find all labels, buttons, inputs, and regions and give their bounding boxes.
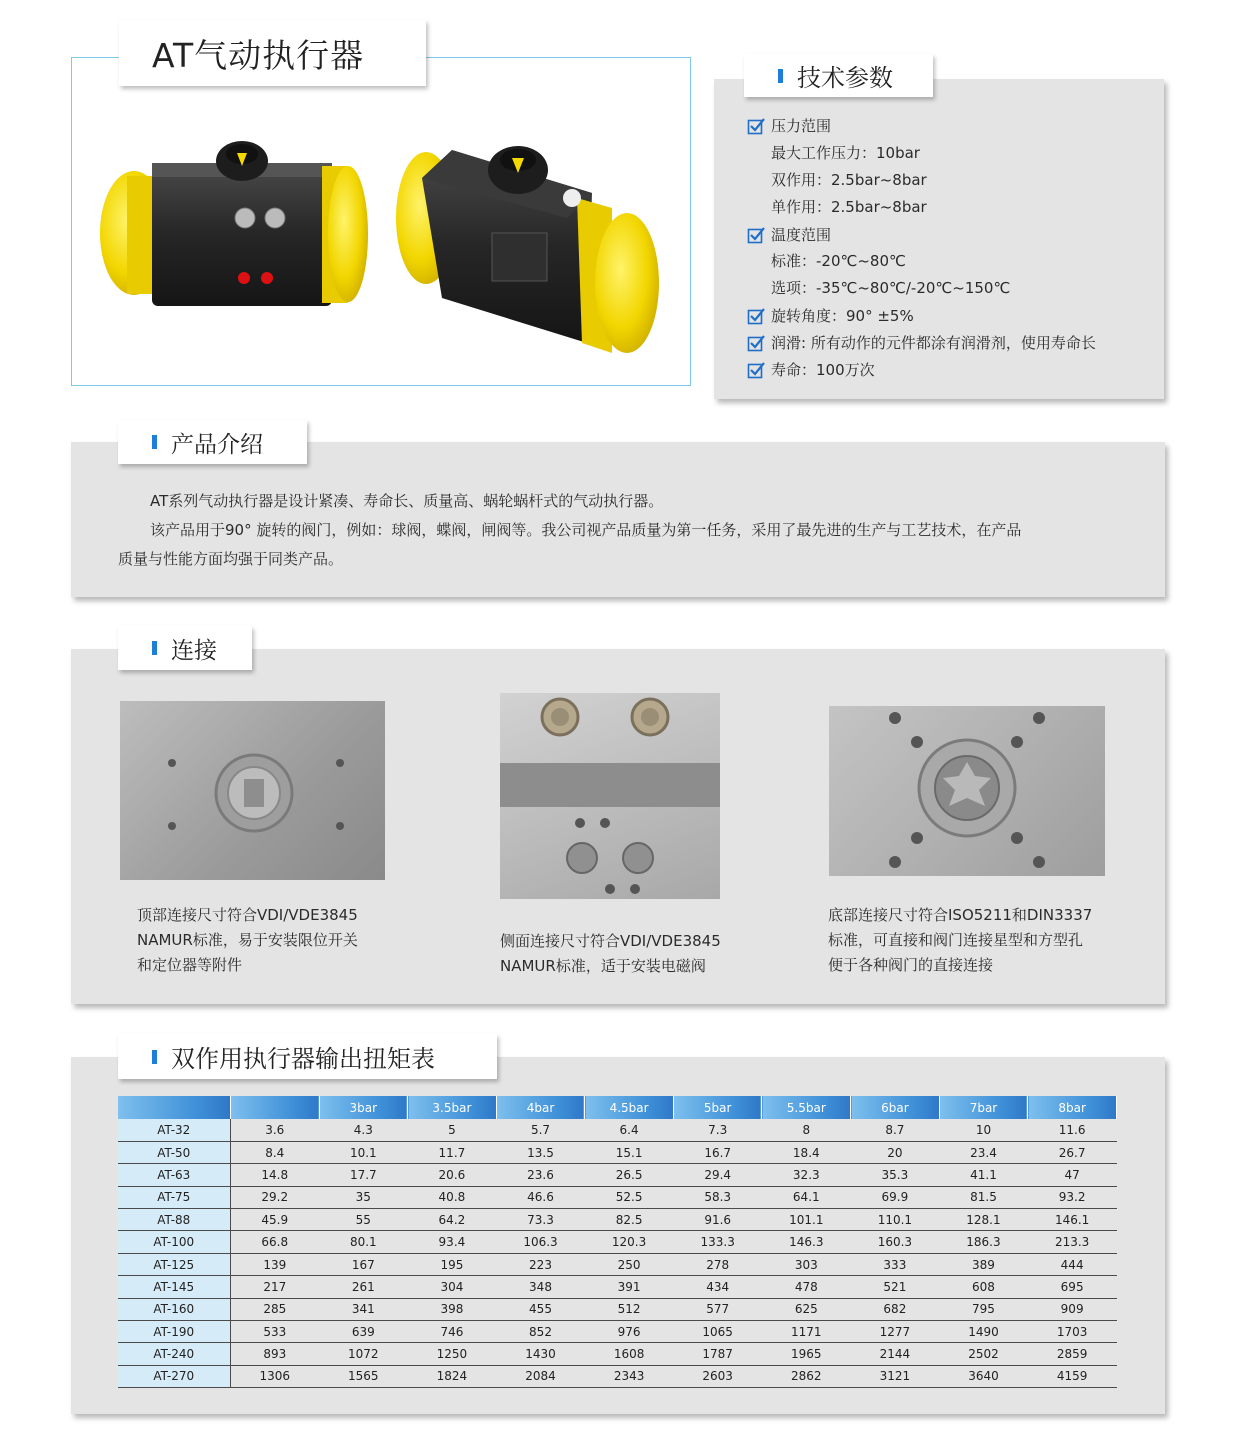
- torque-value-cell: 1787: [673, 1343, 762, 1365]
- intro-section-title: 产品介绍: [171, 431, 263, 458]
- torque-value-cell: 23.6: [496, 1164, 585, 1186]
- table-header-cell: 4bar: [496, 1096, 585, 1119]
- torque-value-cell: 3.6: [230, 1119, 319, 1141]
- torque-value-cell: 20.6: [408, 1164, 497, 1186]
- torque-value-cell: 1306: [230, 1365, 319, 1387]
- spec-item: [747, 359, 875, 380]
- torque-value-cell: 64.1: [762, 1186, 851, 1208]
- spec-item: [771, 142, 920, 163]
- torque-value-cell: 29.4: [673, 1164, 762, 1186]
- spec-item: [771, 169, 927, 190]
- torque-value-cell: 20: [851, 1141, 940, 1163]
- torque-value-cell: 66.8: [230, 1231, 319, 1253]
- table-header-cell: 3bar: [319, 1096, 408, 1119]
- torque-value-cell: 909: [1028, 1298, 1117, 1320]
- spec-item-text: 标准：-20℃~80℃: [771, 252, 906, 270]
- torque-value-cell: 7.3: [673, 1119, 762, 1141]
- model-cell: AT-270: [118, 1365, 230, 1387]
- torque-value-cell: 15.1: [585, 1141, 674, 1163]
- torque-value-cell: 5: [408, 1119, 497, 1141]
- section-marker-icon: [152, 641, 157, 655]
- model-cell: AT-50: [118, 1141, 230, 1163]
- torque-value-cell: 682: [851, 1298, 940, 1320]
- torque-value-cell: 110.1: [851, 1209, 940, 1231]
- side-connection-photo: [500, 693, 720, 899]
- model-cell: AT-32: [118, 1119, 230, 1141]
- torque-value-cell: 93.4: [408, 1231, 497, 1253]
- torque-value-cell: 133.3: [673, 1231, 762, 1253]
- side-connection-caption: [500, 929, 721, 979]
- torque-value-cell: 303: [762, 1253, 851, 1275]
- torque-value-cell: 29.2: [230, 1186, 319, 1208]
- torque-value-cell: 852: [496, 1321, 585, 1343]
- torque-value-cell: 1171: [762, 1321, 851, 1343]
- model-cell: AT-240: [118, 1343, 230, 1365]
- torque-value-cell: 8: [762, 1119, 851, 1141]
- torque-value-cell: 434: [673, 1276, 762, 1298]
- caption-line: NAMUR标准，适于安装电磁阀: [500, 957, 706, 975]
- torque-value-cell: 478: [762, 1276, 851, 1298]
- torque-value-cell: 285: [230, 1298, 319, 1320]
- torque-value-cell: 1965: [762, 1343, 851, 1365]
- torque-value-cell: 625: [762, 1298, 851, 1320]
- torque-value-cell: 160.3: [851, 1231, 940, 1253]
- torque-value-cell: 304: [408, 1276, 497, 1298]
- torque-value-cell: 278: [673, 1253, 762, 1275]
- torque-value-cell: 35.3: [851, 1164, 940, 1186]
- torque-value-cell: 391: [585, 1276, 674, 1298]
- torque-value-cell: 40.8: [408, 1186, 497, 1208]
- connection-section-header: [118, 626, 252, 670]
- torque-value-cell: 2862: [762, 1365, 851, 1387]
- torque-value-cell: 2859: [1028, 1343, 1117, 1365]
- checkbox-checked-icon: [747, 361, 765, 379]
- torque-table-title: 双作用执行器输出扭矩表: [171, 1045, 435, 1073]
- model-cell: AT-63: [118, 1164, 230, 1186]
- spec-item: [747, 332, 1096, 353]
- model-cell: AT-160: [118, 1298, 230, 1320]
- table-header-cell: 5.5bar: [762, 1096, 851, 1119]
- torque-value-cell: 91.6: [673, 1209, 762, 1231]
- torque-value-cell: 2502: [939, 1343, 1028, 1365]
- torque-value-cell: 577: [673, 1298, 762, 1320]
- spec-item: [771, 277, 1010, 298]
- spec-item: [771, 250, 906, 271]
- checkbox-checked-icon: [747, 226, 765, 244]
- torque-value-cell: 1608: [585, 1343, 674, 1365]
- torque-value-cell: 1430: [496, 1343, 585, 1365]
- top-connection-photo: [120, 701, 385, 880]
- torque-value-cell: 120.3: [585, 1231, 674, 1253]
- torque-value-cell: 250: [585, 1253, 674, 1275]
- torque-value-cell: 512: [585, 1298, 674, 1320]
- torque-value-cell: 47: [1028, 1164, 1117, 1186]
- table-row: [118, 1186, 1117, 1208]
- spec-item-text: 温度范围: [771, 226, 832, 244]
- model-cell: AT-88: [118, 1209, 230, 1231]
- torque-value-cell: 6.4: [585, 1119, 674, 1141]
- torque-value-cell: 18.4: [762, 1141, 851, 1163]
- intro-paragraph-2: 该产品用于90° 旋转的阀门，例如：球阀，蝶阀，闸阀等。我公司视产品质量为第一任务，采用了最先进的生产与工艺技术，在产品: [150, 521, 1022, 539]
- bottom-connection-photo: [829, 706, 1105, 876]
- torque-value-cell: 893: [230, 1343, 319, 1365]
- spec-item-text: 最大工作压力：10bar: [771, 144, 920, 162]
- table-header-cell: 8bar: [1028, 1096, 1117, 1119]
- torque-value-cell: 41.1: [939, 1164, 1028, 1186]
- torque-value-cell: 2084: [496, 1365, 585, 1387]
- bottom-connection-caption: [828, 903, 1092, 978]
- intro-paragraph-1: AT系列气动执行器是设计紧凑、寿命长、质量高、蜗轮蜗杆式的气动执行器。: [150, 492, 664, 510]
- torque-value-cell: 93.2: [1028, 1186, 1117, 1208]
- torque-value-cell: 4159: [1028, 1365, 1117, 1387]
- spec-item: [747, 305, 914, 326]
- table-row: [118, 1209, 1117, 1231]
- intro-section-header: [118, 420, 307, 464]
- torque-value-cell: 45.9: [230, 1209, 319, 1231]
- torque-value-cell: 73.3: [496, 1209, 585, 1231]
- table-row: [118, 1119, 1117, 1141]
- torque-table-header: [118, 1034, 497, 1079]
- torque-value-cell: 1824: [408, 1365, 497, 1387]
- torque-value-cell: 976: [585, 1321, 674, 1343]
- torque-value-cell: 167: [319, 1253, 408, 1275]
- caption-line: 和定位器等附件: [137, 956, 243, 974]
- torque-value-cell: 8.4: [230, 1141, 319, 1163]
- spec-section-title: 技术参数: [797, 64, 893, 92]
- spec-item-text: 压力范围: [771, 117, 832, 135]
- section-marker-icon: [778, 69, 783, 83]
- checkbox-checked-icon: [747, 334, 765, 352]
- torque-value-cell: 521: [851, 1276, 940, 1298]
- table-row: [118, 1343, 1117, 1365]
- spec-item-text: 寿命：100万次: [771, 361, 875, 379]
- torque-value-cell: 13.5: [496, 1141, 585, 1163]
- table-row: [118, 1298, 1117, 1320]
- torque-value-cell: 1250: [408, 1343, 497, 1365]
- torque-value-cell: 52.5: [585, 1186, 674, 1208]
- torque-value-cell: 2603: [673, 1365, 762, 1387]
- torque-value-cell: 139: [230, 1253, 319, 1275]
- torque-value-cell: 223: [496, 1253, 585, 1275]
- torque-value-cell: 5.7: [496, 1119, 585, 1141]
- spec-item: [747, 115, 831, 136]
- torque-value-cell: 195: [408, 1253, 497, 1275]
- spec-item-text: 双作用：2.5bar~8bar: [771, 171, 927, 189]
- torque-value-cell: 58.3: [673, 1186, 762, 1208]
- caption-line: NAMUR标准，易于安装限位开关: [137, 931, 358, 949]
- spec-item: [771, 196, 927, 217]
- torque-table: [118, 1096, 1117, 1388]
- table-header-row: [118, 1096, 1117, 1119]
- table-header-cell: 5bar: [673, 1096, 762, 1119]
- torque-value-cell: 17.7: [319, 1164, 408, 1186]
- torque-value-cell: 16.7: [673, 1141, 762, 1163]
- table-row: [118, 1365, 1117, 1387]
- torque-value-cell: 11.6: [1028, 1119, 1117, 1141]
- torque-value-cell: 608: [939, 1276, 1028, 1298]
- torque-value-cell: 639: [319, 1321, 408, 1343]
- torque-value-cell: 11.7: [408, 1141, 497, 1163]
- torque-value-cell: 26.7: [1028, 1141, 1117, 1163]
- torque-value-cell: 26.5: [585, 1164, 674, 1186]
- torque-value-cell: 10.1: [319, 1141, 408, 1163]
- torque-value-cell: 186.3: [939, 1231, 1028, 1253]
- model-cell: AT-125: [118, 1253, 230, 1275]
- table-row: [118, 1231, 1117, 1253]
- torque-value-cell: 81.5: [939, 1186, 1028, 1208]
- torque-value-cell: 2343: [585, 1365, 674, 1387]
- torque-value-cell: 32.3: [762, 1164, 851, 1186]
- caption-line: 侧面连接尺寸符合VDI/VDE3845: [500, 932, 721, 950]
- table-header-cell: 7bar: [939, 1096, 1028, 1119]
- product-photo-frame: [71, 57, 691, 386]
- spec-item-text: 选项：-35℃~80℃/-20℃~150℃: [771, 279, 1011, 297]
- torque-value-cell: 3640: [939, 1365, 1028, 1387]
- caption-line: 标准，可直接和阀门连接星型和方型孔: [828, 931, 1084, 949]
- intro-paragraph-2-cont: 质量与性能方面均强于同类产品。: [118, 550, 344, 568]
- torque-value-cell: 1277: [851, 1321, 940, 1343]
- spec-section-header: [744, 54, 933, 97]
- torque-value-cell: 14.8: [230, 1164, 319, 1186]
- torque-value-cell: 1490: [939, 1321, 1028, 1343]
- torque-value-cell: 128.1: [939, 1209, 1028, 1231]
- torque-value-cell: 55: [319, 1209, 408, 1231]
- table-row: [118, 1141, 1117, 1163]
- torque-value-cell: 333: [851, 1253, 940, 1275]
- table-row: [118, 1253, 1117, 1275]
- torque-value-cell: 106.3: [496, 1231, 585, 1253]
- model-cell: AT-190: [118, 1321, 230, 1343]
- torque-value-cell: 1072: [319, 1343, 408, 1365]
- table-header-cell: [118, 1096, 230, 1119]
- torque-value-cell: 398: [408, 1298, 497, 1320]
- model-cell: AT-100: [118, 1231, 230, 1253]
- table-row: [118, 1321, 1117, 1343]
- torque-value-cell: 8.7: [851, 1119, 940, 1141]
- caption-line: 底部连接尺寸符合ISO5211和DIN3337: [828, 906, 1093, 924]
- torque-value-cell: 146.1: [1028, 1209, 1117, 1231]
- actuator-product-image: [72, 58, 692, 387]
- section-marker-icon: [152, 1050, 157, 1064]
- torque-value-cell: 69.9: [851, 1186, 940, 1208]
- table-header-cell: 4.5bar: [585, 1096, 674, 1119]
- table-row: [118, 1164, 1117, 1186]
- torque-value-cell: 1565: [319, 1365, 408, 1387]
- table-header-cell: [230, 1096, 319, 1119]
- torque-value-cell: 101.1: [762, 1209, 851, 1231]
- torque-value-cell: 795: [939, 1298, 1028, 1320]
- torque-value-cell: 455: [496, 1298, 585, 1320]
- torque-value-cell: 23.4: [939, 1141, 1028, 1163]
- torque-value-cell: 4.3: [319, 1119, 408, 1141]
- table-row: [118, 1276, 1117, 1298]
- torque-value-cell: 213.3: [1028, 1231, 1117, 1253]
- torque-value-cell: 3121: [851, 1365, 940, 1387]
- table-header-cell: 3.5bar: [408, 1096, 497, 1119]
- connection-section-title: 连接: [171, 637, 217, 664]
- torque-value-cell: 1065: [673, 1321, 762, 1343]
- caption-line: 顶部连接尺寸符合VDI/VDE3845: [137, 906, 358, 924]
- torque-value-cell: 389: [939, 1253, 1028, 1275]
- torque-value-cell: 261: [319, 1276, 408, 1298]
- caption-line: 便于各种阀门的直接连接: [828, 956, 994, 974]
- torque-value-cell: 82.5: [585, 1209, 674, 1231]
- torque-value-cell: 146.3: [762, 1231, 851, 1253]
- top-connection-caption: [137, 903, 358, 978]
- torque-value-cell: 695: [1028, 1276, 1117, 1298]
- torque-value-cell: 10: [939, 1119, 1028, 1141]
- model-cell: AT-75: [118, 1186, 230, 1208]
- checkbox-checked-icon: [747, 117, 765, 135]
- torque-value-cell: 444: [1028, 1253, 1117, 1275]
- torque-value-cell: 80.1: [319, 1231, 408, 1253]
- torque-value-cell: 46.6: [496, 1186, 585, 1208]
- spec-item-text: 单作用：2.5bar~8bar: [771, 198, 927, 216]
- page-title: [119, 20, 426, 86]
- torque-value-cell: 1703: [1028, 1321, 1117, 1343]
- checkbox-checked-icon: [747, 307, 765, 325]
- model-cell: AT-145: [118, 1276, 230, 1298]
- torque-value-cell: 533: [230, 1321, 319, 1343]
- spec-item: [747, 224, 831, 245]
- torque-value-cell: 746: [408, 1321, 497, 1343]
- torque-value-cell: 2144: [851, 1343, 940, 1365]
- torque-value-cell: 348: [496, 1276, 585, 1298]
- table-header-cell: 6bar: [851, 1096, 940, 1119]
- torque-value-cell: 35: [319, 1186, 408, 1208]
- page-title-text: AT气动执行器: [152, 35, 365, 75]
- spec-item-text: 润滑: 所有动作的元件都涂有润滑剂，使用寿命长: [771, 334, 1096, 352]
- torque-value-cell: 341: [319, 1298, 408, 1320]
- torque-value-cell: 217: [230, 1276, 319, 1298]
- torque-value-cell: 64.2: [408, 1209, 497, 1231]
- spec-item-text: 旋转角度：90° ±5%: [771, 307, 914, 325]
- section-marker-icon: [152, 435, 157, 449]
